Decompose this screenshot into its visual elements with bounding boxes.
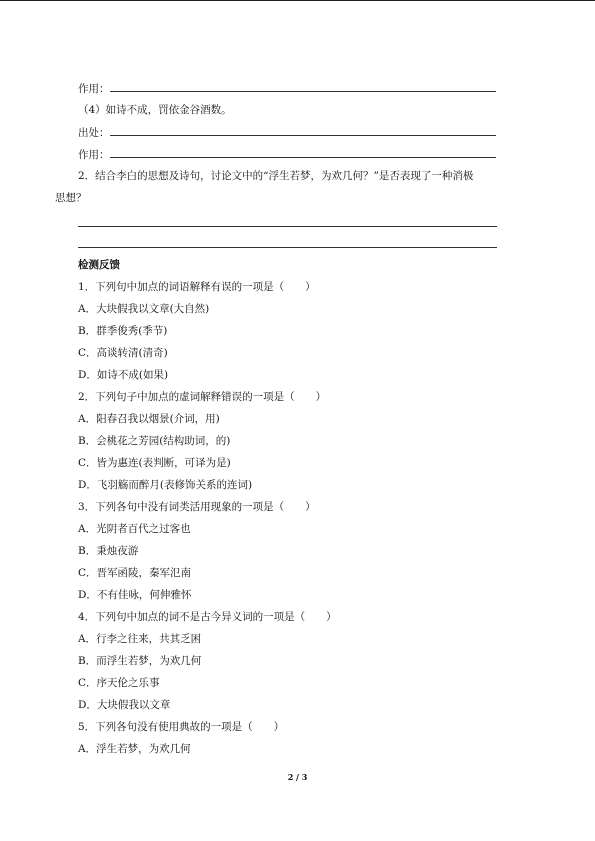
- option[interactable]: B．群季俊秀(季节): [78, 325, 168, 337]
- answer-line-effect-1: [78, 81, 496, 96]
- question-stem: 4．下列句中加点的词不是古今异义词的一项是（ ）: [78, 611, 337, 623]
- option[interactable]: A．阳春召我以烟景(介词，用): [78, 413, 220, 425]
- answer-line-source: [78, 125, 496, 140]
- option[interactable]: B．会桃花之芳园(结构助词，的): [78, 435, 231, 447]
- option[interactable]: A．浮生若梦，为欢几何: [78, 743, 191, 755]
- option[interactable]: A．光阴者百代之过客也: [78, 523, 191, 535]
- question-stem: 5．下列各句没有使用典故的一项是（ ）: [78, 721, 285, 733]
- option[interactable]: A．行李之往来，共其乏困: [78, 633, 202, 645]
- option[interactable]: A．大块假我以文章(大自然): [78, 303, 210, 315]
- answer-blank[interactable]: [110, 125, 496, 136]
- question-stem: 2．下列句子中加点的虚词解释错误的一项是（ ）: [78, 391, 327, 403]
- field-label: 出处：: [78, 127, 110, 139]
- answer-rule-1[interactable]: [78, 226, 497, 227]
- option[interactable]: C．序天伦之乐事: [78, 677, 160, 689]
- section-title: 检测反馈: [78, 259, 120, 271]
- question-2-text-cont: 思想？: [55, 192, 87, 204]
- option[interactable]: C．晋军函陵，秦军氾南: [78, 567, 192, 579]
- field-label: 作用：: [78, 149, 110, 161]
- option[interactable]: D．不有佳咏，何伸雅怀: [78, 589, 192, 601]
- option[interactable]: D．大块假我以文章: [78, 699, 171, 711]
- option[interactable]: D．飞羽觞而醉月(表修饰关系的连词): [78, 479, 253, 491]
- answer-rule-2[interactable]: [78, 247, 497, 248]
- page-number: 2 / 3: [287, 772, 308, 782]
- answer-line-effect-2: [78, 147, 496, 162]
- answer-blank[interactable]: [110, 147, 496, 158]
- answer-blank[interactable]: [110, 81, 496, 92]
- option[interactable]: C．皆为惠连(表判断，可译为是): [78, 457, 231, 469]
- option[interactable]: D．如诗不成(如果): [78, 369, 169, 381]
- option[interactable]: C．高谈转清(清奇): [78, 347, 168, 359]
- question-stem: 3．下列各句中没有词类活用现象的一项是（ ）: [78, 501, 316, 513]
- quote-item-4: （4）如诗不成，罚依金谷酒数。: [78, 104, 232, 116]
- option[interactable]: B．秉烛夜游: [78, 545, 139, 557]
- option[interactable]: B．而浮生若梦，为欢几何: [78, 655, 202, 667]
- question-2-text: 2．结合李白的思想及诗句，讨论文中的“浮生若梦，为欢几何？”是否表现了一种消极: [78, 170, 474, 182]
- question-stem: 1．下列句中加点的词语解释有误的一项是（ ）: [78, 281, 316, 293]
- field-label: 作用：: [78, 83, 110, 95]
